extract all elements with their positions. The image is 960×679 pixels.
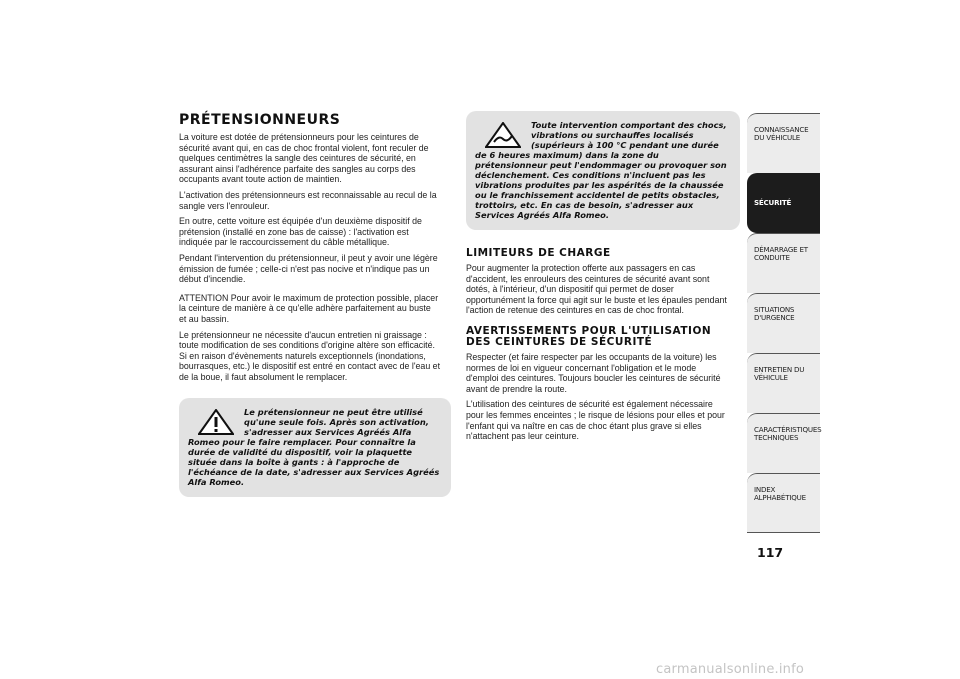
tab-label: DÉMARRAGE ET CONDUITE — [754, 245, 808, 263]
tab-securite[interactable] — [747, 173, 820, 233]
paragraph: En outre, cette voiture est équipée d'un deuxième dispositif de prétension (installé en zone bas de caisse) : l'activation est indiquée par le raccourcissement du câble métallique. — [179, 216, 422, 248]
tab-demarrage-et-conduite[interactable] — [747, 233, 820, 293]
chapter-tabs — [747, 113, 820, 533]
tab-entretien-du-vehicule[interactable] — [747, 353, 820, 413]
tab-connaissance-du-vehicule[interactable] — [747, 113, 820, 173]
tab-label: CONNAISSANCE DU VÉHICULE — [754, 125, 809, 143]
attention-paragraph: ATTENTION Pour avoir le maximum de protection possible, placer la ceinture de manière à ce qu'elle adhère parfaitement au buste et au bassin. — [179, 292, 439, 324]
warning-box-right — [466, 111, 740, 230]
page-number: 117 — [757, 545, 784, 560]
watermark: carmanualsonline.info — [656, 662, 805, 677]
paragraph: Respecter (et faire respecter par les occupants de la voiture) les normes de loi en vigueur concernant l'obligation et le mode d'emploi des ceintures. Toujours boucler les ceintures de sécurité avant de prendre la route. — [466, 351, 721, 394]
tab-caracteristiques-techniques[interactable] — [747, 413, 820, 473]
tab-label: CARACTÉRISTIQUES TECHNIQUES — [754, 425, 822, 443]
paragraph: L'utilisation des ceintures de sécurité est également nécessaire pour les femmes enceintes ; le risque de lésions pour elles et pour l'enfant qui va naître en cas de choc étant plus grave si elles n'attachent pas leur ceinture. — [466, 399, 725, 442]
tab-index-alphabetique[interactable] — [747, 473, 820, 533]
tab-label: ENTRETIEN DU VÉHICULE — [754, 365, 805, 383]
paragraph: La voiture est dotée de prétensionneurs pour les ceintures de sécurité avant qui, en cas de choc frontal violent, font reculer de quelques centimètres la sangle des ceintures de sécurité, en assurant ainsi l'adhérence parfaite des sangles au corps des occupants avant toute action de maintien. — [179, 132, 429, 185]
paragraph: L'activation des prétensionneurs est reconnaissable au recul de la sangle vers l'enrouleur. — [179, 189, 437, 211]
tab-label: SÉCURITÉ — [754, 198, 792, 207]
left-column — [179, 113, 451, 497]
paragraph: Pendant l'intervention du prétensionneur, il peut y avoir une légère émission de fumée ; celle-ci n'est pas nocive et n'indique pas un début d'incendie. — [179, 252, 438, 285]
tab-label: SITUATIONS D'URGENCE — [754, 305, 795, 323]
paragraph: Le prétensionneur ne nécessite d'aucun entretien ni graissage : toute modification de ses conditions d'origine altère son efficacité. Si en raison d'évènements naturels exceptionnels (inondations, bourrasques, etc.) le dispositif est entré en contact avec de l'eau et de la boue, il faut absolument le remplacer. — [179, 329, 441, 382]
tab-situations-urgence[interactable] — [747, 293, 820, 353]
section-heading-avertissements: AVERTISSEMENTS POUR L'UTILISATION DES CEINTURES DE SÉCURITÉ — [466, 324, 712, 348]
section-heading-pretensionneurs: PRÉTENSIONNEURS — [179, 112, 341, 128]
warning-triangle-icon — [485, 122, 521, 148]
right-column — [466, 113, 740, 447]
warning-triangle-icon — [198, 409, 234, 435]
warning-text: Toute intervention comportant des chocs, vibrations ou surchauffes localisés (supérieurs à 100 °C pendant une durée de 6 heures maximum) dans la zone du prétensionneur peut l'endommager ou provoquer son déclenchement. Ces conditions n'incluent pas les vibrations produites par les aspérités de la chaussée ou le franchissement accidentel de petits obstacles, trottoirs, etc. En cas de besoin, s'adresser aux Services Agréés Alfa Romeo. — [475, 120, 727, 220]
warning-box-left — [179, 398, 451, 497]
tab-label: INDEX ALPHABÉTIQUE — [754, 485, 806, 503]
paragraph: Pour augmenter la protection offerte aux passagers en cas d'accident, les enrouleurs des ceintures de sécurité avant sont dotés, à l'intérieur, d'un dispositif qui permet de doser opportunément la force qui agit sur le buste et les épaules pendant l'action de retenue des ceintures en cas de choc frontal. — [466, 263, 727, 316]
warning-text: Le prétensionneur ne peut être utilisé qu'une seule fois. Après son activation, s'adresser aux Services Agréés Alfa Romeo pour le faire remplacer. Pour connaître la durée de validité du dispositif, voir la plaquette située dans la boîte à gants : à l'approche de l'échéance de la date, s'adresser aux Services Agréés Alfa Romeo. — [188, 407, 440, 488]
section-heading-limiteurs: LIMITEURS DE CHARGE — [466, 247, 611, 259]
